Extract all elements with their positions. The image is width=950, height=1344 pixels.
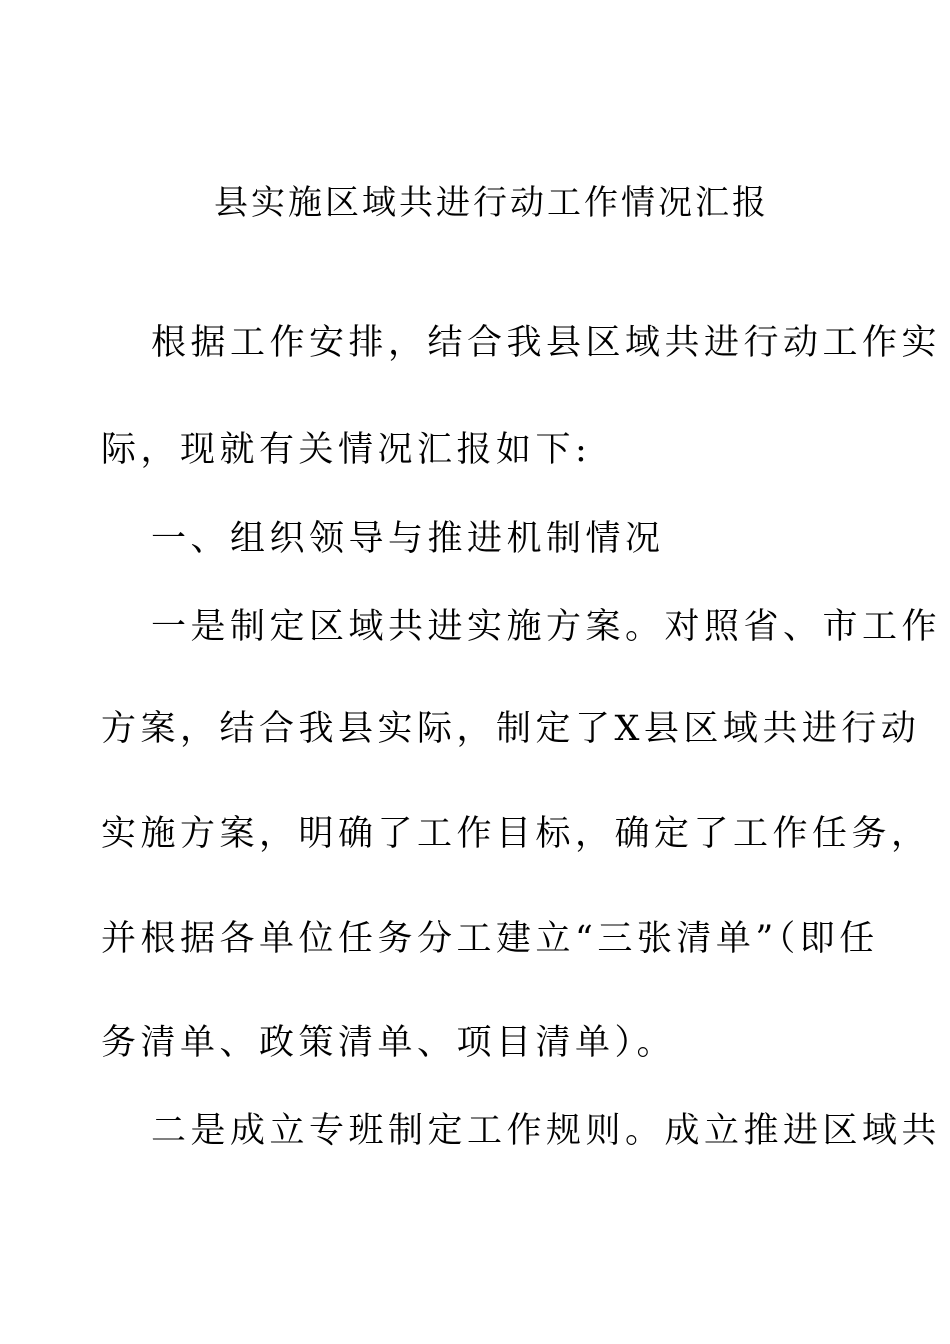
document-title: 县实施区域共进行动工作情况汇报 [214, 183, 769, 223]
paragraph-line: 际，现就有关情况汇报如下: [101, 430, 592, 470]
paragraph-line: 方案，结合我县实际，制定了X县区域共进行动 [101, 709, 921, 749]
section-heading: 一、组织领导与推进机制情况 [151, 519, 665, 559]
paragraph-line: 并根据各单位任务分工建立“三张清单”（即任 [101, 919, 879, 959]
paragraph-line: 根据工作安排，结合我县区域共进行动工作实 [151, 323, 942, 363]
paragraph-line: 二是成立专班制定工作规则。成立推进区域共 [151, 1111, 942, 1151]
paragraph-line: 实施方案，明确了工作目标，确定了工作任务， [101, 814, 931, 854]
paragraph-line: 务清单、政策清单、项目清单）。 [101, 1023, 677, 1063]
paragraph-line: 一是制定区域共进实施方案。对照省、市工作 [151, 607, 942, 647]
